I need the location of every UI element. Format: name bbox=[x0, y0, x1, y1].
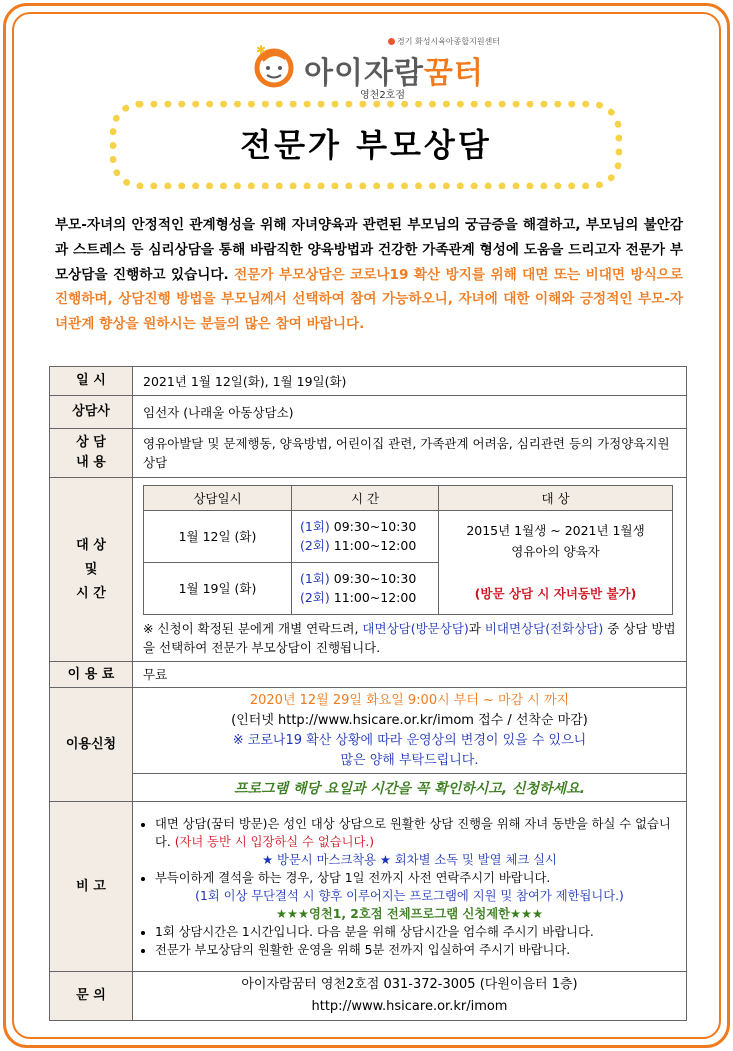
apply-label: 이용신청 bbox=[50, 688, 133, 802]
schedule-date-1: 1월 12일 (화) bbox=[144, 510, 292, 562]
info-table bbox=[49, 366, 687, 1021]
org-name: 경기 화성시육아종합지원센터 bbox=[388, 36, 500, 47]
apply-info bbox=[133, 688, 687, 774]
target-note: ※ 신청이 확정된 분에게 개별 연락드려, 대면상담(방문상담)과 비대면상담(전화상담) 중 상담 방법을 선택하여 전문가 부모상담이 진행됩니다. bbox=[143, 620, 676, 655]
schedule-header-date: 상담일시 bbox=[144, 485, 292, 510]
contact-address: 아이자람꿈터 영천2호점 031-372-3005 (다원이음터 1층) bbox=[241, 977, 578, 992]
svg-text:✱: ✱ bbox=[256, 44, 267, 57]
logo-branch: 영천2호점 bbox=[360, 90, 406, 101]
counselor-label: 상담사 bbox=[50, 396, 133, 429]
remarks-cell bbox=[133, 802, 687, 972]
schedule-date-2: 1월 19일 (화) bbox=[144, 562, 292, 614]
date-value: 2021년 1월 12일(화), 1월 19일(화) bbox=[133, 367, 687, 396]
absence-warning: (1회 이상 무단결석 시 향후 이루어지는 프로그램에 지원 및 참여가 제한됩니다.) bbox=[195, 888, 624, 903]
contact-label: 문 의 bbox=[50, 972, 133, 1021]
contact-value bbox=[133, 972, 687, 1021]
schedule-table bbox=[143, 485, 673, 615]
schedule-target: 2015년 1월생 ~ 2021년 1월생 영유아의 양육자 (방문 상담 시 자녀동반 불가) bbox=[439, 510, 673, 614]
apply-notice-1: ※ 코로나19 확산 상황에 따라 운영상의 변경이 있을 수 있으니 bbox=[232, 732, 587, 748]
safety-rules: ★ 방문시 마스크착용 ★ 회차별 소독 및 발열 체크 실시 bbox=[262, 852, 557, 867]
apply-method: (인터넷 http://www.hsicare.or.kr/imom 접수 / 선착순 마감) bbox=[231, 712, 588, 728]
page-title: 전문가 부모상담 bbox=[240, 126, 492, 164]
contact-url[interactable]: http://www.hsicare.or.kr/imom bbox=[311, 999, 508, 1014]
schedule-time-2: (1회) 09:30~10:30 (2회) 11:00~12:00 bbox=[292, 562, 439, 614]
remark-item: • 부득이하게 결석을 하는 경우, 상담 1일 전까지 사전 연락주시기 바랍니다. bbox=[155, 869, 678, 887]
child-face-icon bbox=[252, 44, 296, 88]
fee-label: 이 용 료 bbox=[50, 662, 133, 688]
content-label: 상 담 내 용 bbox=[50, 429, 133, 478]
apply-period: 2020년 12월 29일 화요일 9:00시 부터 ~ 마감 시 까지 bbox=[249, 692, 570, 708]
remark-label: 비 고 bbox=[50, 802, 133, 972]
remarks-list bbox=[141, 815, 678, 851]
logo-text: 아이자람꿈터 bbox=[304, 56, 484, 91]
logo bbox=[248, 32, 501, 102]
apply-reminder: 프로그램 해당 요일과 시간을 꼭 확인하시고, 신청하세요. bbox=[133, 774, 687, 802]
remark-item: • 대면 상담(꿈터 방문)은 성인 대상 상담으로 원활한 상담 진행을 위해 자녀 동반을 하실 수 없습니다. (자녀 동반 시 입장하실 수 없습니다.) bbox=[155, 815, 678, 851]
intro-paragraph: 부모-자녀의 안정적인 관계형성을 위해 자녀양육과 관련된 부모님의 궁금증을 해결하고, 부모님의 불안감과 스트레스 등 심리상담을 통해 바람직한 양육방법과 건강한 가족관계 형성에 도움을 드리고자 전문가 부모상담을 진행하고 있습니다. 전문가 부모상담은 코로나19 확산 방지를 위해 대면 또는 비대면 방식으로 진행하며, 상담진행 방법을 부모님께서 선택하여 참여 가능하오니, 자녀에 대한 이해와 긍정적인 부모-자녀관계 향상을 원하시는 분들의 많은 참여 바랍니다. bbox=[55, 217, 683, 333]
target-cell bbox=[133, 478, 687, 662]
restriction-note: ★★★영천1, 2호점 전체프로그램 신청제한★★★ bbox=[275, 906, 544, 921]
target-label: 대 상 및 시 간 bbox=[50, 478, 133, 662]
counselor-value: 임선자 (나래울 아동상담소) bbox=[133, 396, 687, 429]
apply-notice-2: 많은 양해 부탁드립니다. bbox=[340, 752, 479, 768]
schedule-header-time: 시 간 bbox=[292, 485, 439, 510]
content-value: 영유아발달 및 문제행동, 양육방법, 어린이집 관련, 가족관계 어려움, 심리관련 등의 가정양육지원 상담 bbox=[133, 429, 687, 478]
remark-item: • 1회 상담시간은 1시간입니다. 다음 분을 위해 상담시간을 엄수해 주시기 바랍니다. bbox=[155, 923, 678, 941]
remark-item: • 전문가 부모상담의 원활한 운영을 위해 5분 전까지 입실하여 주시기 바랍니다. bbox=[155, 941, 678, 959]
date-label: 일 시 bbox=[50, 367, 133, 396]
schedule-header-target: 대 상 bbox=[439, 485, 673, 510]
schedule-time-1: (1회) 09:30~10:30 (2회) 11:00~12:00 bbox=[292, 510, 439, 562]
fee-value: 무료 bbox=[133, 662, 687, 688]
org-dot-icon bbox=[388, 38, 395, 45]
